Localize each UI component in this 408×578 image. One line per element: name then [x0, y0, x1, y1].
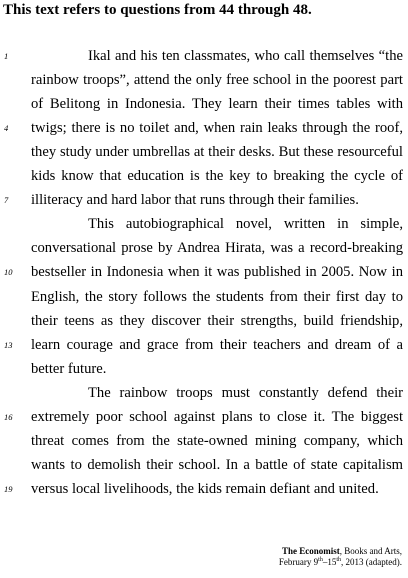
line-number: 19 [4, 483, 13, 494]
passage-line [0, 406, 408, 430]
line-text: better future. [31, 360, 107, 377]
source-line-1 [279, 546, 402, 557]
line-text: This autobiographical novel, written in simple, [88, 216, 403, 233]
line-text: The rainbow troops must constantly defend their [88, 384, 403, 401]
source-citation [279, 546, 402, 568]
line-text: their teens as they discover their strengths, build friendship, [31, 312, 403, 329]
line-text: of Belitong in Indonesia. They learn their times tables with [31, 96, 403, 113]
passage-line [0, 141, 408, 165]
passage-line [0, 117, 408, 141]
source-line-2 [279, 557, 402, 568]
line-text: versus local livelihoods, the kids remain defiant and united. [31, 480, 379, 497]
line-number: 1 [4, 51, 9, 61]
line-text: threat comes from the state-owned mining company, which [31, 432, 403, 449]
passage-line [0, 358, 408, 382]
date-ordinal-2: th [336, 557, 342, 563]
publication-name: The Economist [281, 546, 340, 556]
passage-line [0, 93, 408, 117]
line-number: 4 [4, 123, 9, 134]
line-number: 7 [4, 195, 9, 206]
line-text: kids know that education is the key to breaking the cycle of [31, 168, 403, 185]
passage-line [0, 382, 408, 406]
line-text: bestseller in Indonesia when it was published in 2005. Now in [31, 264, 403, 281]
passage-line [0, 69, 408, 93]
line-text: they study under umbrellas at their desks. But these resourceful [31, 144, 403, 161]
line-text: extremely poor school against plans to close it. The biggest [31, 408, 403, 425]
line-text: English, the story follows the students from their first day to [31, 288, 403, 305]
passage-line [0, 454, 408, 478]
passage-line [0, 334, 408, 358]
line-text: rainbow troops”, attend the only free school in the poorest part [31, 72, 403, 89]
line-number: 10 [4, 267, 13, 278]
line-text: wants to demolish their school. In a battle of state capitalism [31, 456, 403, 473]
line-number: 13 [4, 339, 13, 350]
date-ordinal-1: th [318, 557, 323, 563]
passage-heading: This text refers to questions from 44 through 48. [3, 2, 312, 18]
passage-line [0, 286, 408, 310]
passage-line [0, 165, 408, 189]
passage-line [0, 478, 408, 502]
passage-line [0, 237, 408, 261]
passage-line [0, 430, 408, 454]
line-text: Ikal and his ten classmates, who call themselves “the [88, 48, 403, 64]
date-range: –15 [322, 557, 337, 567]
passage-line [0, 45, 408, 69]
line-text: illiteracy and hard labor that runs through their families. [31, 192, 359, 209]
line-number: 16 [4, 411, 13, 422]
passage-line [0, 310, 408, 334]
line-text: conversational prose by Andrea Hirata, was a record-breaking [31, 240, 403, 257]
line-text: learn courage and grace from their teachers and dream of a [31, 336, 403, 353]
passage-line [0, 213, 408, 237]
passage-line [0, 261, 408, 285]
line-text: twigs; there is no toilet and, when rain leaks through the roof, [31, 120, 403, 137]
section-name: , Books and Arts, [339, 546, 402, 556]
date-start: February 9 [278, 557, 319, 567]
passage-line [0, 189, 408, 213]
date-end: , 2013 (adapted). [341, 557, 402, 567]
